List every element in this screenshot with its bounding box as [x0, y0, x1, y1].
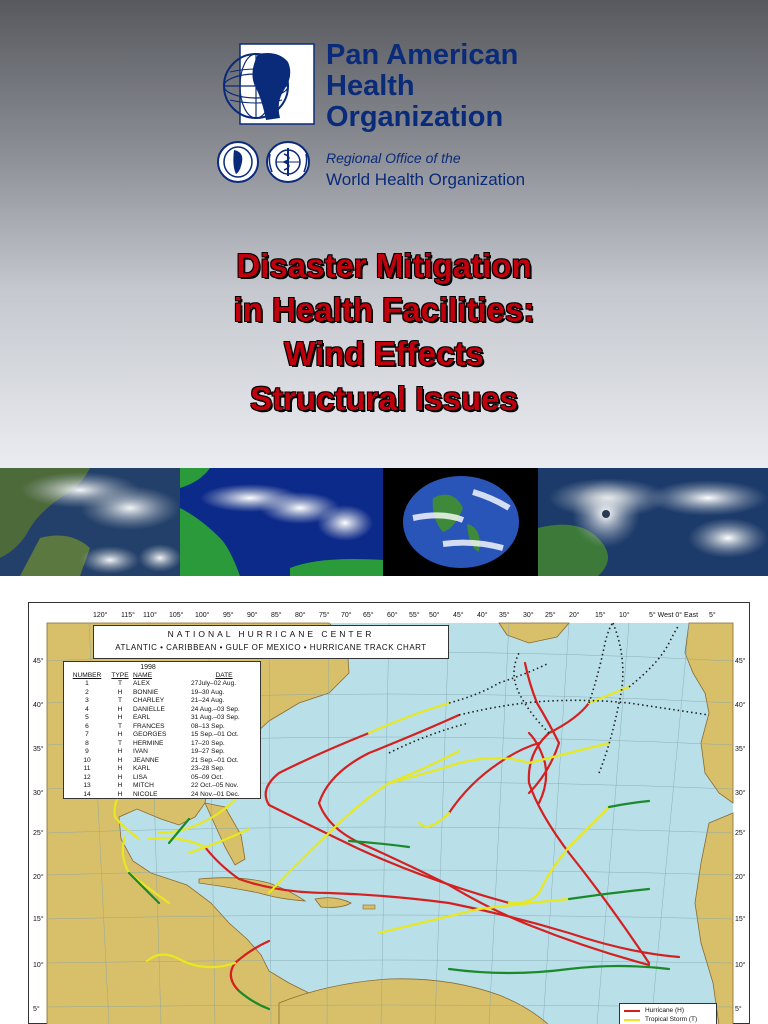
- lon-label: 75°: [319, 612, 330, 619]
- storm-name-cell: MITCH: [133, 782, 154, 789]
- storm-number-cell: 1: [85, 680, 89, 687]
- column-header-date: DATE: [215, 672, 233, 679]
- storm-number-cell: 5: [85, 714, 89, 721]
- lat-label: 5°: [735, 1006, 742, 1013]
- storm-number-cell: 7: [85, 731, 89, 738]
- storm-date-cell: 31 Aug.–03 Sep.: [191, 714, 240, 721]
- paho-emblem-icon: [218, 142, 258, 182]
- column-header-number: NUMBER: [72, 672, 102, 679]
- legend-tropical-storm: [624, 1015, 712, 1024]
- lat-label: 35°: [735, 746, 746, 753]
- storm-number-cell: 13: [83, 782, 91, 789]
- storm-name-cell: FRANCES: [133, 722, 165, 730]
- storm-date-cell: 21 Sep.–01 Oct.: [191, 756, 239, 764]
- nhc-title-box: [93, 625, 449, 659]
- track-legend: [619, 1003, 717, 1024]
- lon-label: 115°: [121, 612, 135, 619]
- lat-label: 25°: [735, 830, 746, 837]
- hurricane-track-chart: [28, 602, 750, 1024]
- lon-label: 40°: [477, 612, 488, 619]
- lat-label: 20°: [735, 874, 746, 881]
- lon-label: 20°: [569, 612, 580, 619]
- lat-label: 30°: [735, 790, 746, 797]
- lat-label: 15°: [735, 916, 746, 923]
- title-line-3: Wind Effects: [284, 335, 484, 372]
- storm-name-cell: HERMINE: [133, 739, 164, 747]
- storm-date-cell: 19–27 Sep.: [191, 748, 225, 755]
- storm-table-body: [67, 680, 257, 799]
- lat-label: 30°: [33, 790, 44, 797]
- paho-globe-logo: [218, 40, 318, 128]
- lat-label: 10°: [33, 962, 44, 969]
- storm-date-cell: 24 Aug.–03 Sep.: [191, 705, 240, 713]
- table-row: [67, 714, 257, 723]
- storm-number-cell: 3: [85, 697, 89, 704]
- table-header-row: [67, 672, 257, 680]
- satellite-caribbean-image: [180, 468, 383, 576]
- org-name-line-3: Organization: [326, 101, 504, 133]
- storm-number-cell: 12: [83, 773, 91, 781]
- storm-name-cell: JEANNE: [133, 756, 160, 764]
- hurricane-eye-image: [538, 468, 768, 576]
- satellite-coast-image: [0, 468, 180, 576]
- earth-globe-image: [383, 468, 538, 576]
- lon-label: 35°: [499, 612, 510, 619]
- lon-label: 5° West 0° East: [649, 612, 699, 619]
- table-row: [67, 748, 257, 757]
- storm-number-cell: 10: [83, 756, 91, 764]
- org-name-line-1: Pan American: [326, 39, 519, 71]
- slide-subtitle: Structural Issues: [250, 380, 518, 417]
- storm-type-cell: H: [117, 748, 123, 755]
- lon-label: 85°: [271, 612, 282, 619]
- storm-type-cell: H: [117, 688, 123, 696]
- legend-hurricane: [624, 1006, 712, 1015]
- emblems-group: [216, 140, 312, 184]
- lon-label: 70°: [341, 612, 352, 619]
- regional-office-text: [326, 148, 525, 190]
- org-name-line-2: Health: [326, 70, 415, 102]
- storm-type-cell: H: [117, 782, 123, 789]
- table-row: [67, 791, 257, 800]
- lat-label: 40°: [735, 702, 746, 709]
- nhc-title: NATIONAL HURRICANE CENTER: [167, 629, 375, 639]
- organization-name: [326, 40, 518, 133]
- storm-type-cell: T: [117, 680, 123, 687]
- storm-date-cell: 15 Sep.–01 Oct.: [191, 731, 239, 738]
- storm-name-cell: IVAN: [133, 748, 148, 755]
- lon-label: 55°: [409, 612, 420, 619]
- legend-tropical-storm-label: Tropical Storm (T): [645, 1016, 698, 1023]
- storm-date-cell: 08–13 Sep.: [191, 722, 225, 730]
- storm-list-table: [63, 661, 261, 799]
- storm-type-cell: H: [117, 765, 123, 772]
- table-row: [67, 774, 257, 783]
- table-row: [67, 782, 257, 791]
- storm-type-cell: H: [117, 714, 123, 721]
- lon-label: 10°: [619, 612, 630, 619]
- storm-table: [67, 672, 257, 799]
- table-row: [67, 706, 257, 715]
- lon-label: 60°: [387, 612, 398, 619]
- lat-label: 10°: [735, 962, 746, 969]
- regional-line-2: World Health Organization: [326, 170, 526, 189]
- storm-number-cell: 9: [85, 748, 89, 755]
- lat-label: 25°: [33, 830, 44, 837]
- storm-type-cell: H: [117, 705, 123, 713]
- title-line-2: in Health Facilities:: [233, 291, 535, 328]
- storm-number-cell: 11: [83, 765, 91, 772]
- hurricane-swatch: [624, 1010, 640, 1012]
- storm-date-cell: 27July–02 Aug.: [191, 680, 237, 687]
- storm-name-cell: BONNIE: [133, 688, 159, 696]
- lat-label: 35°: [33, 746, 44, 753]
- lon-label: 50°: [429, 612, 440, 619]
- lon-label: 25°: [545, 612, 556, 619]
- storm-name-cell: GEORGES: [133, 731, 167, 738]
- storm-type-cell: H: [117, 756, 123, 764]
- column-header-type: TYPE: [111, 672, 129, 679]
- puerto-rico-island: [363, 905, 375, 909]
- storm-name-cell: NICOLE: [133, 790, 158, 798]
- lon-label: 100°: [195, 612, 210, 619]
- lat-label: 15°: [33, 916, 44, 923]
- slide-header-area: [0, 0, 768, 468]
- storm-date-cell: 05–09 Oct.: [191, 773, 224, 781]
- storm-number-cell: 2: [85, 688, 89, 696]
- table-row: [67, 697, 257, 706]
- table-row: [67, 723, 257, 732]
- storm-name-cell: EARL: [133, 714, 151, 721]
- lon-label: 15°: [595, 612, 606, 619]
- storm-date-cell: 23–28 Sep.: [191, 765, 225, 772]
- lon-label: 110°: [143, 612, 157, 619]
- storm-date-cell: 17–20 Sep.: [191, 739, 225, 747]
- season-year: 1998: [140, 664, 156, 671]
- storm-number-cell: 6: [85, 722, 89, 730]
- storm-date-cell: 19–30 Aug.: [191, 688, 225, 696]
- lon-label: 5°: [709, 612, 716, 619]
- title-line-1: Disaster Mitigation: [236, 247, 532, 284]
- tropical-storm-swatch: [624, 1019, 640, 1021]
- storm-date-cell: 21–24 Aug.: [191, 697, 225, 704]
- lat-label: 45°: [735, 658, 746, 665]
- slide-title: [0, 244, 768, 422]
- regional-line-1: Regional Office of the: [326, 150, 461, 166]
- storm-type-cell: T: [117, 697, 123, 704]
- table-row: [67, 765, 257, 774]
- lat-label: 45°: [33, 658, 44, 665]
- column-header-name: NAME: [133, 672, 153, 679]
- storm-name-cell: DANIELLE: [133, 705, 165, 713]
- table-row: [67, 680, 257, 689]
- table-row: [67, 740, 257, 749]
- table-row: [67, 731, 257, 740]
- storm-number-cell: 4: [85, 705, 89, 713]
- storm-type-cell: T: [117, 722, 123, 730]
- lon-label: 105°: [169, 612, 184, 619]
- lat-label: 5°: [33, 1006, 40, 1013]
- who-emblem-icon: [267, 142, 309, 182]
- lon-label: 95°: [223, 612, 234, 619]
- storm-number-cell: 8: [85, 739, 89, 747]
- lon-label: 45°: [453, 612, 464, 619]
- storm-date-cell: 24 Nov.–01 Dec.: [191, 790, 240, 798]
- storm-number-cell: 14: [83, 790, 91, 798]
- lon-label: 30°: [523, 612, 534, 619]
- lon-label: 120°: [93, 612, 108, 619]
- storm-name-cell: KARL: [133, 765, 151, 772]
- lat-label: 40°: [33, 702, 44, 709]
- storm-type-cell: H: [117, 773, 123, 781]
- storm-date-cell: 22 Oct.–05 Nov.: [191, 782, 239, 789]
- lon-label: 65°: [363, 612, 374, 619]
- table-row: [67, 757, 257, 766]
- lon-label: 90°: [247, 612, 258, 619]
- lat-label: 20°: [33, 874, 44, 881]
- satellite-banner: [0, 468, 768, 576]
- storm-name-cell: CHARLEY: [133, 697, 165, 704]
- storm-type-cell: H: [117, 790, 123, 798]
- storm-type-cell: H: [117, 731, 123, 738]
- nhc-subtitle: ATLANTIC • CARIBBEAN • GULF OF MEXICO • HURRICANE TRACK CHART: [115, 643, 427, 652]
- storm-name-cell: ALEX: [133, 680, 150, 687]
- legend-hurricane-label: Hurricane (H): [645, 1007, 685, 1014]
- lon-label: 80°: [295, 612, 306, 619]
- storm-type-cell: T: [117, 739, 123, 747]
- storm-name-cell: LISA: [133, 773, 148, 781]
- table-row: [67, 689, 257, 698]
